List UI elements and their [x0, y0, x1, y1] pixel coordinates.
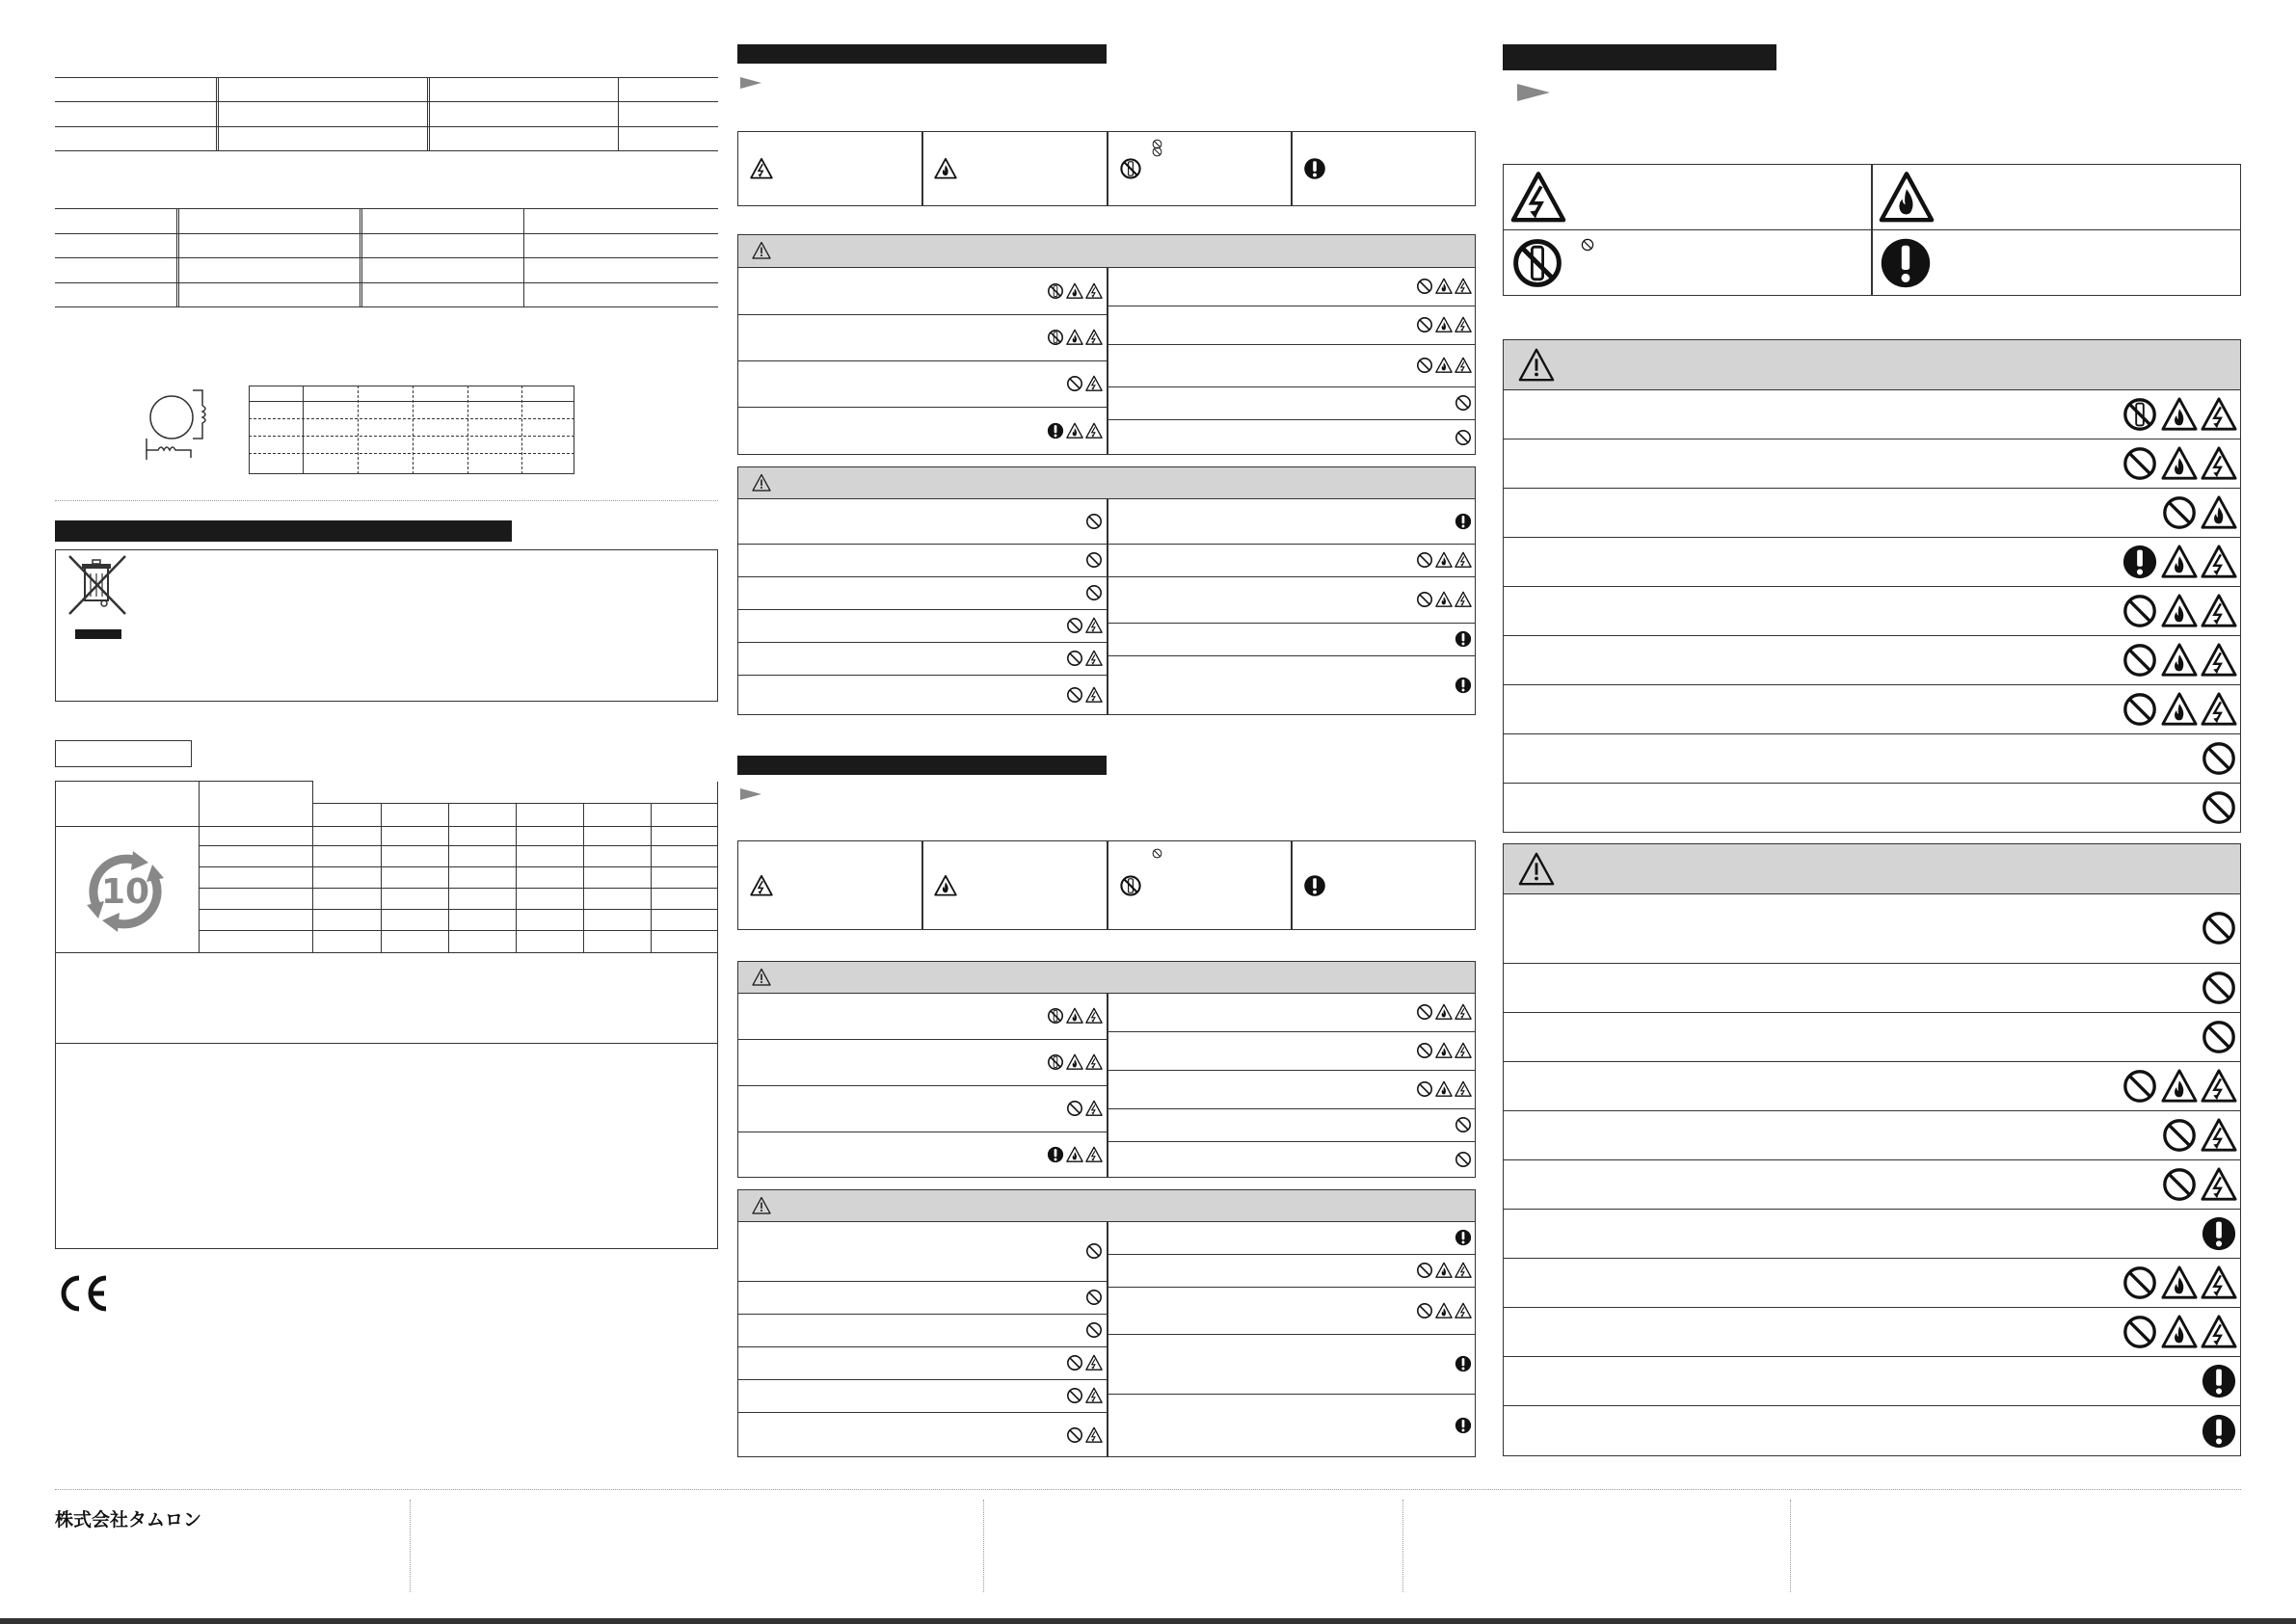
electric-shock-warning-icon — [1085, 1354, 1103, 1371]
electric-shock-warning-icon — [2201, 1068, 2237, 1105]
row-divider — [1503, 1258, 2241, 1259]
electric-shock-warning-icon — [1455, 1042, 1472, 1059]
fire-warning-icon — [1435, 1080, 1453, 1098]
prohibited-icon — [1066, 650, 1083, 667]
electric-shock-warning-icon — [2201, 593, 2237, 629]
caution-triangle-icon — [752, 473, 771, 493]
row-divider — [737, 360, 1107, 361]
row-divider — [1107, 655, 1476, 656]
fire-warning-icon — [1435, 357, 1453, 374]
footer-separator — [55, 1489, 2241, 1490]
electric-shock-warning-icon — [750, 157, 773, 180]
electric-shock-warning-icon — [2201, 445, 2237, 482]
prohibited-icon — [2122, 1314, 2158, 1350]
caution-triangle-icon — [1518, 851, 1555, 888]
row-divider — [1503, 783, 2241, 784]
row-divider — [1503, 635, 2241, 636]
electric-shock-warning-icon — [2201, 1265, 2237, 1301]
prohibited-icon — [2122, 1265, 2158, 1301]
prohibited-icon — [2122, 642, 2158, 679]
row-divider — [737, 407, 1107, 408]
row-divider — [737, 1281, 1107, 1282]
electric-shock-warning-icon — [1085, 686, 1103, 704]
fire-warning-icon — [1066, 329, 1083, 346]
crossed-out-bin-icon — [66, 554, 129, 616]
row-divider — [737, 642, 1107, 643]
row-divider — [1503, 1061, 2241, 1062]
fire-warning-icon — [1435, 591, 1453, 608]
prohibited-icon — [2161, 1117, 2198, 1154]
prohibited-icon — [2161, 494, 2198, 531]
no-disassemble-icon — [1119, 874, 1142, 897]
mandatory-action-icon — [2122, 544, 2158, 580]
mid-warning-header-b — [737, 961, 1476, 994]
prohibited-icon — [1416, 591, 1433, 608]
electric-shock-warning-icon — [1085, 1007, 1103, 1025]
no-disassemble-icon — [1047, 1053, 1064, 1071]
fire-warning-icon — [1435, 316, 1453, 333]
prohibited-icon — [1455, 429, 1472, 446]
prohibited-icon — [2122, 1068, 2158, 1105]
fire-warning-icon — [1066, 1007, 1083, 1025]
weee-section-bar — [55, 520, 512, 542]
mandatory-action-icon — [1455, 513, 1472, 530]
electric-shock-warning-icon — [2201, 544, 2237, 580]
prohibited-icon — [1416, 551, 1433, 569]
mid-caution-header-a — [737, 466, 1476, 499]
prohibited-icon — [2122, 445, 2158, 482]
company-name: 株式会社タムロン — [55, 1509, 202, 1531]
prohibited-icon — [1066, 1387, 1083, 1404]
fire-warning-icon — [2161, 642, 2198, 679]
prohibited-icon — [1066, 686, 1083, 704]
weee-box — [55, 549, 718, 702]
fire-warning-icon — [2161, 1314, 2198, 1350]
right-caution-header — [1503, 843, 2241, 894]
ce-mark-icon — [56, 1274, 112, 1313]
prohibited-icon — [1066, 1100, 1083, 1117]
mandatory-action-icon — [1047, 1146, 1064, 1163]
mandatory-action-icon — [1455, 630, 1472, 648]
mandatory-action-icon — [1455, 1229, 1472, 1246]
row-divider — [1503, 1405, 2241, 1406]
fire-warning-icon — [2161, 691, 2198, 728]
arrow-pointer-icon — [1517, 84, 1550, 101]
mandatory-action-icon — [2201, 1215, 2237, 1252]
row-divider — [1107, 419, 1476, 420]
row-divider — [1107, 1108, 1476, 1109]
electric-shock-warning-icon — [1455, 591, 1472, 608]
electric-shock-warning-icon — [1085, 1426, 1103, 1444]
fire-warning-icon — [1066, 1146, 1083, 1163]
right-section-bar — [1503, 44, 1776, 70]
mid-section-bar-2 — [737, 756, 1107, 775]
prohibited-icon — [2201, 910, 2237, 946]
mandatory-action-icon — [2201, 1363, 2237, 1399]
electric-shock-warning-icon — [2201, 1314, 2237, 1350]
row-divider — [1503, 586, 2241, 587]
electric-shock-warning-icon — [1085, 1387, 1103, 1404]
prohibited-icon — [1581, 238, 1594, 252]
row-divider — [737, 1412, 1107, 1413]
bottom-edge-bar — [0, 1618, 2296, 1624]
electric-shock-warning-icon — [1085, 1100, 1103, 1117]
weee-black-bar — [75, 629, 121, 639]
row-divider — [737, 675, 1107, 676]
row-divider — [1503, 537, 2241, 538]
fire-warning-icon — [1435, 1262, 1453, 1279]
arrow-pointer-icon — [740, 788, 761, 800]
right-caution-panel — [1503, 893, 2241, 1456]
fire-warning-icon — [2161, 1068, 2198, 1105]
caution-triangle-icon — [752, 1196, 771, 1215]
electric-shock-warning-icon — [1455, 278, 1472, 295]
prohibited-icon — [1152, 146, 1162, 157]
prohibited-icon — [2201, 970, 2237, 1006]
row-divider — [737, 609, 1107, 610]
prohibited-icon — [1416, 357, 1433, 374]
fire-warning-icon — [1435, 551, 1453, 569]
row-divider — [737, 576, 1107, 577]
no-disassemble-icon — [1047, 329, 1064, 346]
electric-shock-warning-icon — [2201, 691, 2237, 728]
fire-warning-icon — [2161, 593, 2198, 629]
prohibited-icon — [1455, 1151, 1472, 1168]
mid-caution-header-b — [737, 1189, 1476, 1222]
row-divider — [737, 1346, 1107, 1347]
row-divider — [1107, 1070, 1476, 1071]
prohibited-icon — [1066, 617, 1083, 634]
fire-warning-icon — [1066, 1053, 1083, 1071]
fire-warning-icon — [934, 874, 957, 897]
prohibited-icon — [1085, 1289, 1103, 1306]
mandatory-action-icon — [1455, 1417, 1472, 1434]
mandatory-action-icon — [2201, 1413, 2237, 1450]
electric-shock-warning-icon — [2201, 1117, 2237, 1154]
row-divider — [737, 1314, 1107, 1315]
caution-triangle-icon — [752, 241, 771, 260]
electric-shock-warning-icon — [1455, 1262, 1472, 1279]
electric-shock-warning-icon — [1085, 650, 1103, 667]
fire-warning-icon — [2161, 1265, 2198, 1301]
row-divider — [737, 1039, 1107, 1040]
electric-shock-warning-icon — [1085, 422, 1103, 439]
row-divider — [1107, 544, 1476, 545]
fire-warning-icon — [1879, 170, 1935, 226]
row-divider — [1503, 488, 2241, 489]
prohibited-icon — [1416, 1262, 1433, 1279]
row-divider — [1503, 1356, 2241, 1357]
electric-shock-warning-icon — [1085, 375, 1103, 392]
row-divider — [1107, 576, 1476, 577]
prohibited-icon — [1066, 375, 1083, 392]
prohibited-icon — [1416, 1003, 1433, 1021]
row-divider — [737, 1379, 1107, 1380]
prohibited-icon — [2122, 593, 2158, 629]
prohibited-icon — [1066, 1426, 1083, 1444]
row-divider — [1503, 1307, 2241, 1308]
efup-10-icon — [77, 843, 174, 940]
fire-warning-icon — [1435, 1003, 1453, 1021]
caution-triangle-icon — [1518, 347, 1555, 384]
electric-shock-warning-icon — [1455, 1302, 1472, 1319]
prohibited-icon — [1066, 1354, 1083, 1371]
row-divider — [1107, 1141, 1476, 1142]
electric-shock-warning-icon — [1455, 1080, 1472, 1098]
prohibited-icon — [2122, 691, 2158, 728]
prohibited-icon — [1416, 1042, 1433, 1059]
electric-shock-warning-icon — [1085, 1146, 1103, 1163]
row-divider — [1503, 1159, 2241, 1160]
prohibited-icon — [1455, 1116, 1472, 1133]
prohibited-icon — [1085, 1321, 1103, 1339]
fire-warning-icon — [2161, 396, 2198, 433]
row-divider — [1107, 1254, 1476, 1255]
electric-shock-warning-icon — [1455, 357, 1472, 374]
prohibited-icon — [1416, 1080, 1433, 1098]
fire-warning-icon — [2161, 445, 2198, 482]
row-divider — [1503, 1110, 2241, 1111]
row-divider — [737, 314, 1107, 315]
mandatory-action-icon — [1047, 422, 1064, 439]
prohibited-icon — [1416, 316, 1433, 333]
mandatory-action-icon — [1303, 157, 1326, 180]
row-divider — [1107, 623, 1476, 624]
prohibited-icon — [1085, 584, 1103, 601]
fire-warning-icon — [2161, 544, 2198, 580]
fire-warning-icon — [1435, 1302, 1453, 1319]
motor-wiring-diagram — [135, 381, 231, 467]
no-disassemble-icon — [1047, 282, 1064, 300]
row-divider — [1503, 1209, 2241, 1210]
electric-shock-warning-icon — [2201, 396, 2237, 433]
electric-shock-warning-icon — [1510, 170, 1566, 226]
fire-warning-icon — [2201, 494, 2237, 531]
electric-shock-warning-icon — [2201, 642, 2237, 679]
prohibited-icon — [2201, 789, 2237, 826]
fire-warning-icon — [1066, 282, 1083, 300]
electric-shock-warning-icon — [750, 874, 773, 897]
row-divider — [1107, 386, 1476, 387]
mandatory-action-icon — [1455, 677, 1472, 694]
right-warning-header — [1503, 339, 2241, 390]
separator — [55, 500, 718, 501]
electric-shock-warning-icon — [2201, 1166, 2237, 1203]
prohibited-icon — [2201, 1019, 2237, 1055]
prohibited-icon — [1085, 513, 1103, 530]
efup-label-box — [55, 740, 192, 767]
mandatory-action-icon — [1455, 1355, 1472, 1372]
prohibited-icon — [1085, 1242, 1103, 1260]
row-divider — [1503, 1012, 2241, 1013]
row-divider — [1107, 1334, 1476, 1335]
arrow-pointer-icon — [740, 77, 761, 89]
fire-warning-icon — [1066, 422, 1083, 439]
no-disassemble-icon — [2122, 396, 2158, 433]
electric-shock-warning-icon — [1455, 1003, 1472, 1021]
prohibited-icon — [2161, 1166, 2198, 1203]
electric-shock-warning-icon — [1455, 316, 1472, 333]
row-divider — [1503, 733, 2241, 734]
svg-text:10: 10 — [100, 872, 150, 912]
no-disassemble-icon — [1119, 157, 1142, 180]
prohibited-icon — [2201, 740, 2237, 777]
prohibited-icon — [1416, 1302, 1433, 1319]
prohibited-icon — [1416, 278, 1433, 295]
electric-shock-warning-icon — [1085, 329, 1103, 346]
no-disassemble-icon — [1047, 1007, 1064, 1025]
row-divider — [1107, 1031, 1476, 1032]
fire-warning-icon — [934, 157, 957, 180]
row-divider — [1503, 684, 2241, 685]
mandatory-action-icon — [1303, 874, 1326, 897]
electric-shock-warning-icon — [1085, 1053, 1103, 1071]
row-divider — [737, 1085, 1107, 1086]
no-disassemble-icon — [1510, 236, 1564, 290]
caution-triangle-icon — [752, 968, 771, 987]
row-divider — [1503, 963, 2241, 964]
electric-shock-warning-icon — [1085, 617, 1103, 634]
electric-shock-warning-icon — [1085, 282, 1103, 300]
mid-warning-header-a — [737, 234, 1476, 268]
row-divider — [737, 544, 1107, 545]
mandatory-action-icon — [1879, 236, 1933, 290]
fire-warning-icon — [1435, 278, 1453, 295]
prohibited-icon — [1085, 551, 1103, 569]
mid-section-bar-1 — [737, 44, 1107, 64]
row-divider — [1107, 344, 1476, 345]
fire-warning-icon — [1435, 1042, 1453, 1059]
row-divider — [737, 1131, 1107, 1132]
row-divider — [1107, 1287, 1476, 1288]
electric-shock-warning-icon — [1455, 551, 1472, 569]
prohibited-icon — [1152, 848, 1162, 859]
row-divider — [1107, 1394, 1476, 1395]
prohibited-icon — [1455, 394, 1472, 412]
